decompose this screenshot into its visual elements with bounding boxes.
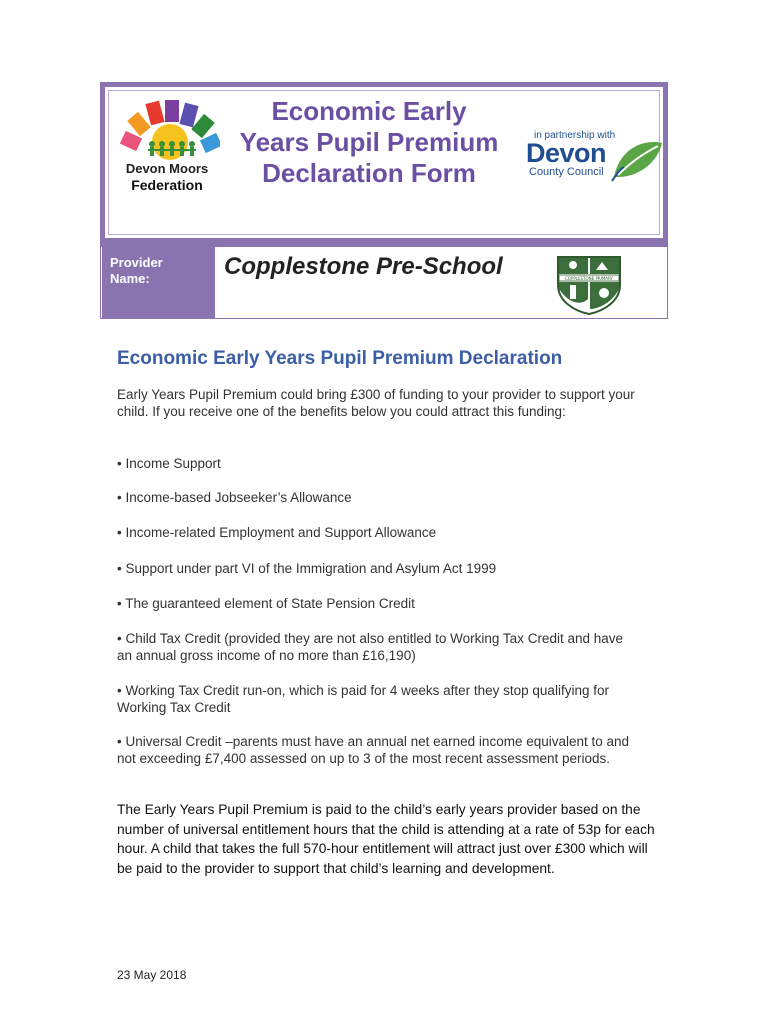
provider-label: Provider Name:: [110, 255, 163, 286]
benefit-item: • Child Tax Credit (provided they are not also entitled to Working Tax Credit and have an annual gross income of no more than £16,190): [117, 631, 623, 663]
partner-text: in partnership with: [534, 130, 616, 141]
intro-paragraph: Early Years Pupil Premium could bring £300 of funding to your provider to support your child. If you receive one of the benefits below you could attract this funding:: [117, 387, 635, 419]
benefit-item: • Support under part VI of the Immigration and Asylum Act 1999: [117, 561, 497, 576]
footer-date: 23 May 2018: [117, 968, 187, 982]
crest-text: COPPLESTONE PRIMARY: [565, 276, 613, 281]
header-divider: [100, 238, 668, 246]
council-subtitle: County Council: [529, 166, 604, 178]
payment-paragraph: The Early Years Pupil Premium is paid to the child’s early years provider based on the number of universal entitlement hours that the child is attending at a rate of 53p for each hour. A child that takes the full 570-hour entitlement will attract just over £300 which will be paid to the provider to support that child’s learning and development.: [117, 802, 655, 876]
provider-name-value: Copplestone Pre-School: [224, 253, 503, 280]
benefit-item: • Universal Credit –parents must have an annual net earned income equivalent to and not exceeding £7,400 assessed on up to 3 of the most recent assessment periods.: [117, 734, 630, 766]
federation-name-line2: Federation: [131, 177, 203, 193]
declaration-heading: Economic Early Years Pupil Premium Declaration: [117, 348, 563, 369]
school-crest-icon: [556, 255, 622, 315]
benefit-item: • Income-based Jobseeker’s Allowance: [117, 490, 352, 505]
form-title: Economic Early Years Pupil Premium Declaration Form: [239, 96, 499, 188]
benefit-item: • Working Tax Credit run-on, which is paid for 4 weeks after they stop qualifying for Working Tax Credit: [117, 683, 609, 715]
benefit-item: • Income Support: [117, 456, 221, 471]
federation-name-line1: Devon Moors: [125, 161, 209, 176]
council-name: Devon: [526, 138, 607, 168]
benefit-item: • Income-related Employment and Support Allowance: [117, 525, 437, 540]
leaf-icon: [610, 137, 665, 182]
benefit-item: • The guaranteed element of State Pension Credit: [117, 596, 415, 611]
